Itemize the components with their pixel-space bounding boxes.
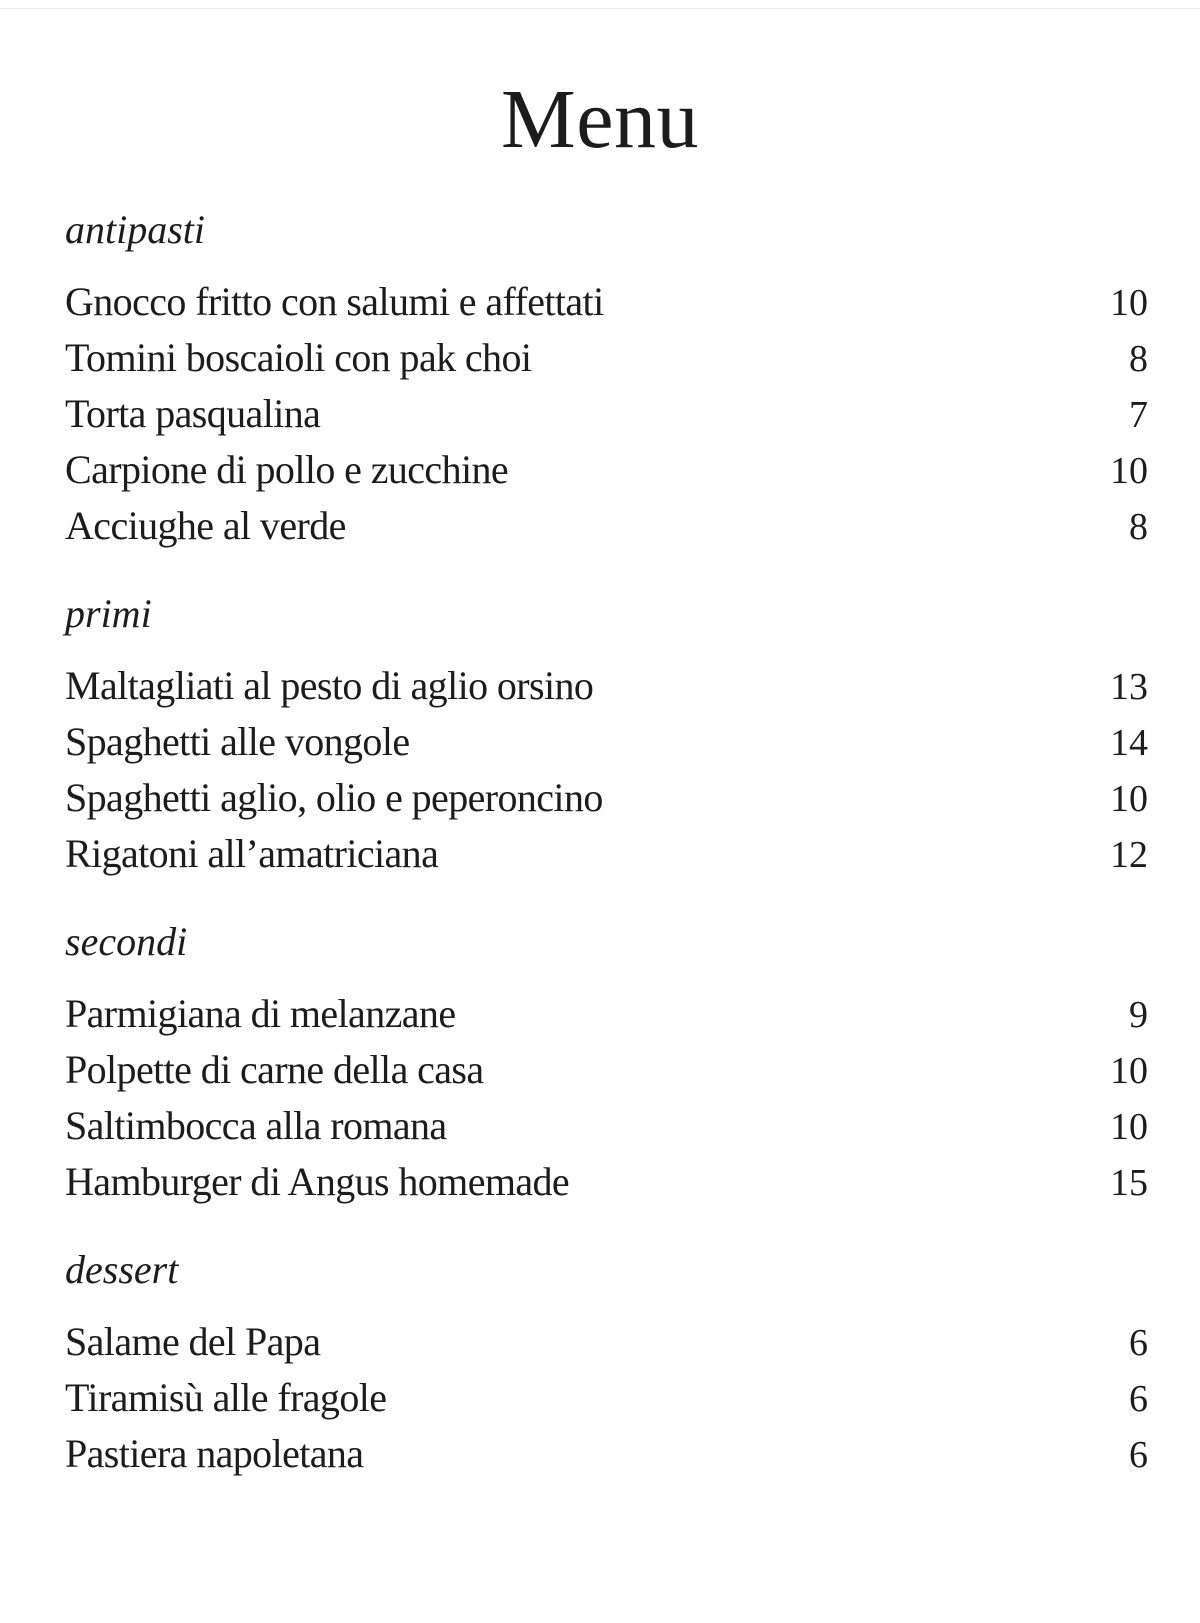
item-price: 10 (1110, 450, 1148, 492)
menu-item (65, 826, 1148, 882)
item-price: 10 (1110, 1106, 1148, 1148)
menu-item (65, 1370, 1148, 1426)
menu-item (65, 770, 1148, 826)
menu-item (65, 498, 1148, 554)
menu-item (65, 1098, 1148, 1154)
section-dessert (65, 1247, 1148, 1482)
item-price: 7 (1129, 394, 1148, 436)
item-price: 14 (1110, 722, 1148, 764)
item-list (65, 274, 1148, 554)
item-list (65, 986, 1148, 1210)
section-heading: primi (65, 591, 152, 636)
item-price: 10 (1110, 778, 1148, 820)
item-name: Tiramisù alle fragole (65, 1375, 387, 1420)
menu-item (65, 330, 1148, 386)
menu-item (65, 986, 1148, 1042)
menu-item (65, 714, 1148, 770)
item-name: Parmigiana di melanzane (65, 991, 456, 1036)
menu-item (65, 1426, 1148, 1482)
menu-item (65, 1314, 1148, 1370)
item-price: 13 (1110, 666, 1148, 708)
section-heading: dessert (65, 1247, 179, 1292)
section-secondi (65, 919, 1148, 1210)
section-heading: secondi (65, 919, 188, 964)
top-divider (0, 8, 1200, 9)
item-price: 8 (1129, 506, 1148, 548)
item-name: Pastiera napoletana (65, 1431, 364, 1476)
item-name: Polpette di carne della casa (65, 1047, 484, 1092)
section-antipasti (65, 207, 1148, 554)
item-name: Hamburger di Angus homemade (65, 1159, 570, 1204)
item-name: Spaghetti aglio, olio e peperoncino (65, 775, 603, 820)
item-name: Gnocco fritto con salumi e affettati (65, 279, 604, 324)
item-list (65, 1314, 1148, 1482)
menu-item (65, 442, 1148, 498)
item-name: Rigatoni all’amatriciana (65, 831, 439, 876)
menu-item (65, 1154, 1148, 1210)
section-heading: antipasti (65, 207, 206, 252)
item-name: Salame del Papa (65, 1319, 321, 1364)
item-price: 8 (1129, 338, 1148, 380)
item-name: Carpione di pollo e zucchine (65, 447, 509, 492)
menu-item (65, 1042, 1148, 1098)
item-price: 6 (1129, 1378, 1148, 1420)
menu-item (65, 274, 1148, 330)
item-name: Torta pasqualina (65, 391, 321, 436)
menu-item (65, 658, 1148, 714)
item-list (65, 658, 1148, 882)
item-name: Spaghetti alle vongole (65, 719, 410, 764)
item-price: 10 (1110, 282, 1148, 324)
item-price: 10 (1110, 1050, 1148, 1092)
item-name: Acciughe al verde (65, 503, 346, 548)
item-name: Maltagliati al pesto di aglio orsino (65, 663, 594, 708)
page-title: Menu (501, 73, 699, 166)
item-price: 6 (1129, 1434, 1148, 1476)
item-price: 9 (1129, 994, 1148, 1036)
item-price: 15 (1110, 1162, 1148, 1204)
item-name: Saltimbocca alla romana (65, 1103, 447, 1148)
section-primi (65, 591, 1148, 882)
item-price: 12 (1110, 834, 1148, 876)
menu-item (65, 386, 1148, 442)
item-name: Tomini boscaioli con pak choi (65, 335, 532, 380)
item-price: 6 (1129, 1322, 1148, 1364)
